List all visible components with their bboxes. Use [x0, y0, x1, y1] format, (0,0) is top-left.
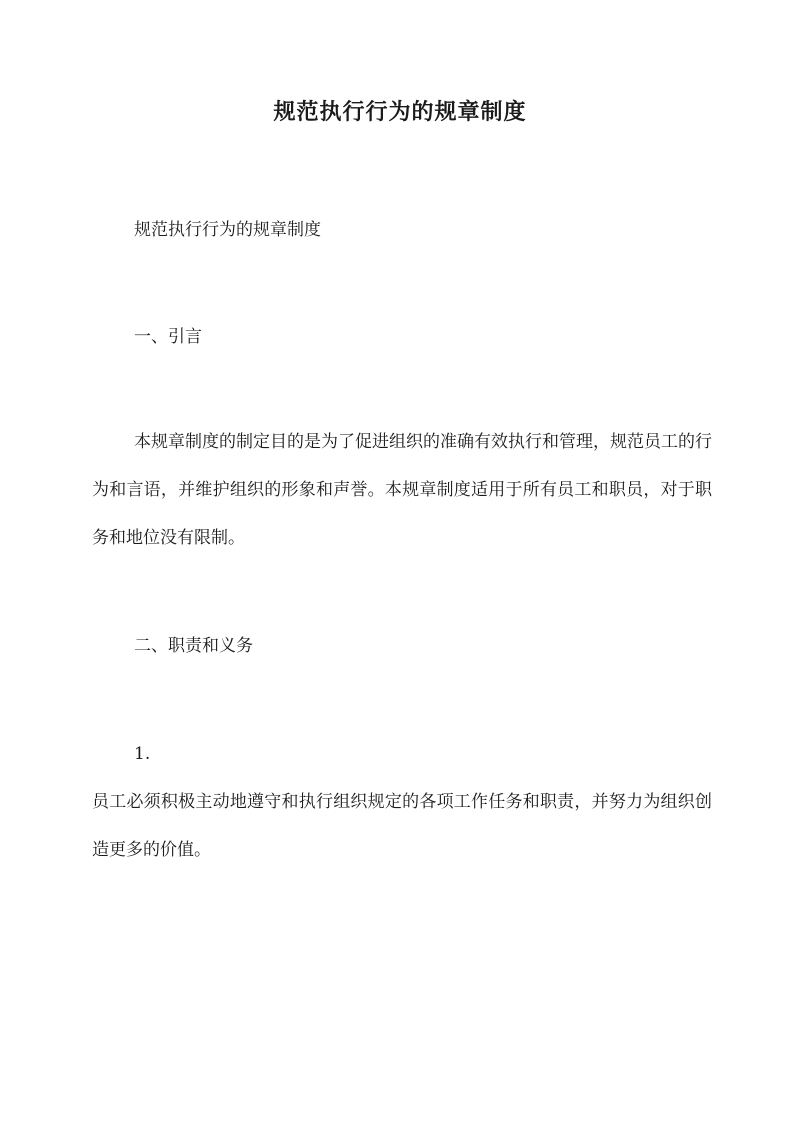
introduction-paragraph: 本规章制度的制定目的是为了促进组织的准确有效执行和管理，规范员工的行为和言语，并维护组织的形象和声誉。本规章制度适用于所有员工和职员，对于职务和地位没有限制。 — [92, 432, 712, 548]
section-heading-duties: 二、职责和义务 — [134, 636, 253, 656]
list-item-number: 1. — [134, 744, 151, 764]
document-subtitle: 规范执行行为的规章制度 — [134, 220, 321, 240]
list-item-text: 员工必须积极主动地遵守和执行组织规定的各项工作任务和职责，并努力为组织创造更多的价值。 — [92, 792, 712, 860]
section-heading-introduction: 一、引言 — [134, 327, 202, 347]
page-title: 规范执行行为的规章制度 — [273, 99, 527, 125]
